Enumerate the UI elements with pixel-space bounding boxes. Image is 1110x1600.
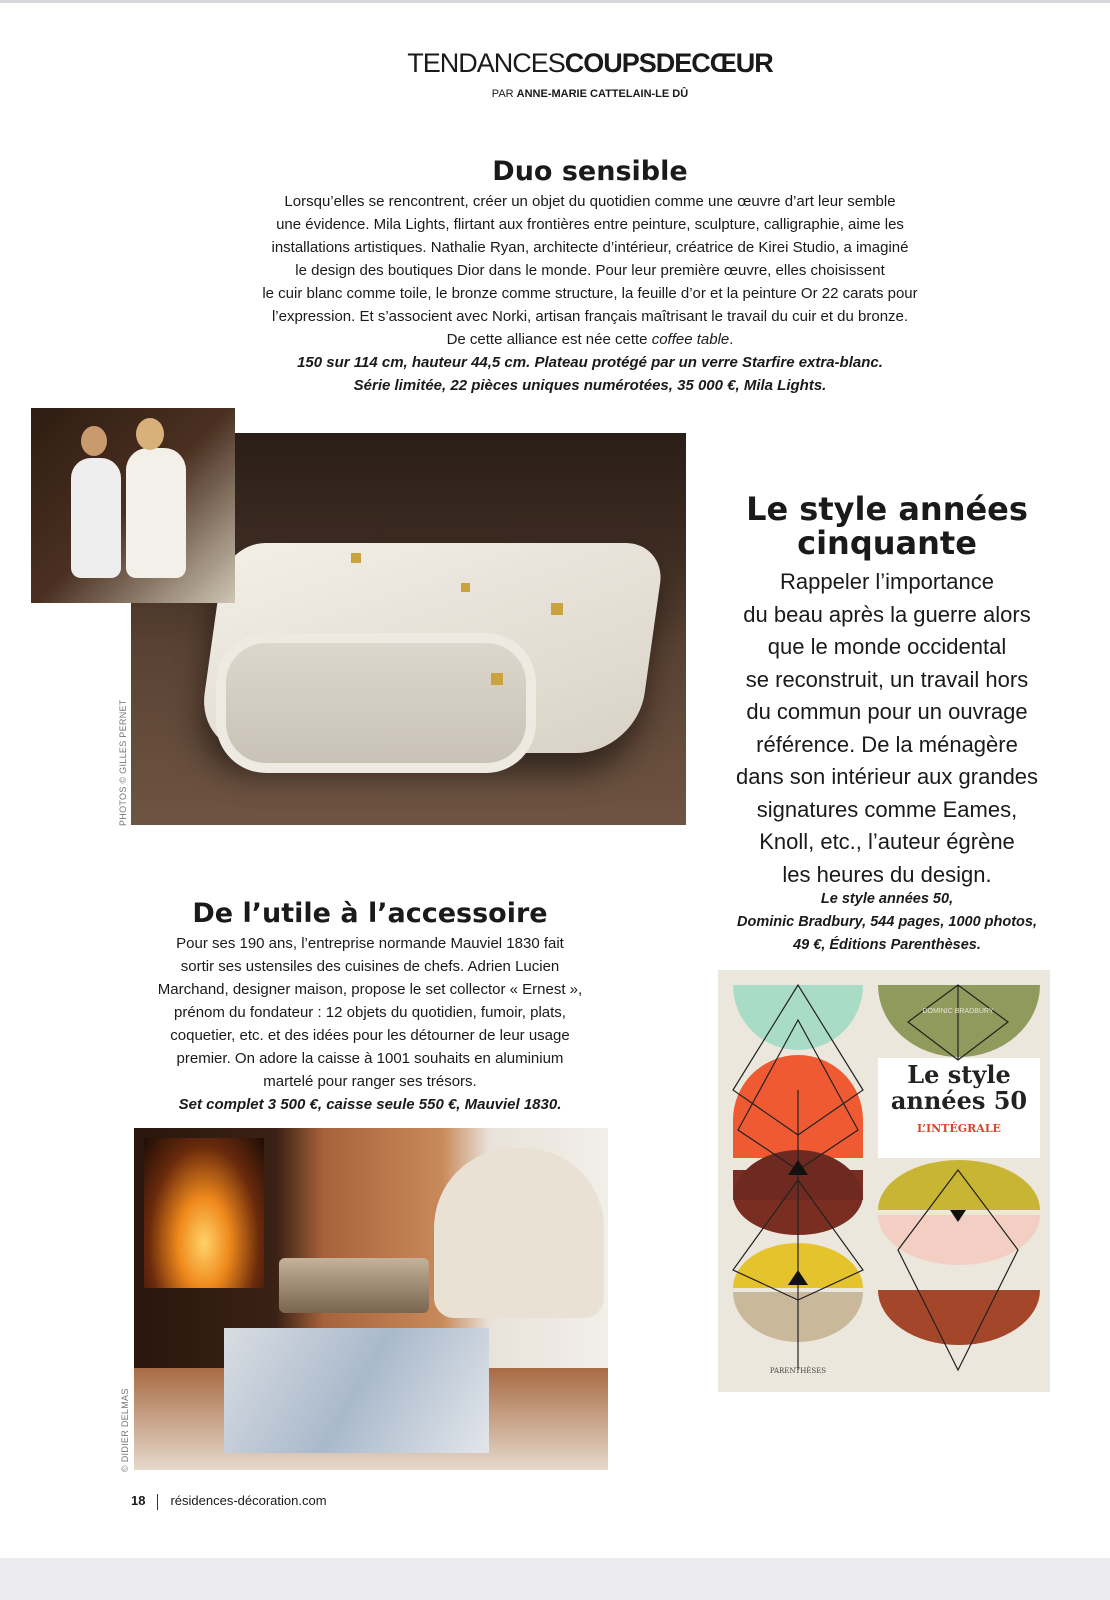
body-line: du commun pour un ouvrage (746, 699, 1028, 724)
book-cover (718, 970, 1050, 1392)
body-line: du beau après la guerre alors (743, 601, 1031, 627)
body-line: se reconstruit, un travail hors (745, 666, 1029, 692)
book-cover-art (718, 970, 1050, 1392)
product-details: 150 sur 114 cm, hauteur 44,5 cm. Plateau protégé par un verre Starfire extra-blanc. (297, 354, 883, 371)
body-line (190, 328, 990, 351)
body-line: le cuir blanc comme toile, le bronze comme structure, la feuille d’or et la peinture Or 22 carats pour (262, 285, 918, 302)
section-label: TENDANCES (407, 48, 565, 78)
body-line: le design des boutiques Dior dans le monde. Pour leur première œuvre, elles choisissent (295, 262, 885, 279)
section-title: COUPSDECŒUR (564, 48, 773, 78)
body-line: coquetier, etc. et des idées pour les détourner de leur usage (170, 1027, 570, 1044)
body-line: référence. De la ménagère (756, 731, 1018, 757)
body-text: . (729, 331, 734, 348)
article-title-style-annees-50: Le style années cinquante (746, 490, 1028, 562)
body-italic: coffee table (651, 331, 730, 348)
body-line: installations artistiques. Nathalie Ryan, architecte d’intérieur, créatrice de Kirei Studio, a imaginé (271, 239, 909, 256)
bottom-border (0, 1558, 1110, 1600)
body-line: les heures du design. (782, 861, 992, 887)
body-line: l’expression. Et s’associent avec Norki, artisan français maîtrisant le travail du cuir et du bronze. (271, 308, 909, 325)
caption-line: 49 €, Éditions Parenthèses. (793, 937, 981, 953)
byline-author: ANNE-MARIE CATTELAIN-LE DÛ (516, 88, 689, 100)
aluminium-box-photo (134, 1128, 608, 1470)
photo-credit: © DIDIER DELMAS (120, 1388, 130, 1472)
footer-divider (157, 1494, 158, 1510)
book-title-line: années 50 (890, 1086, 1028, 1115)
book-title (878, 1062, 1040, 1114)
body-line: que le monde occidental (767, 634, 1007, 659)
article-title-utile-accessoire: De l’utile à l’accessoire (192, 898, 548, 929)
product-details: Série limitée, 22 pièces uniques numérotées, 35 000 €, Mila Lights. (353, 377, 827, 394)
byline (0, 88, 1110, 100)
article-body-duo-sensible (190, 190, 990, 397)
body-line: prénom du fondateur : 12 objets du quotidien, fumoir, plats, (174, 1004, 566, 1021)
page-footer (131, 1493, 327, 1510)
top-border (0, 0, 1110, 3)
body-line: Rappeler l’importance (780, 569, 994, 594)
body-line: Marchand, designer maison, propose le set collector « Ernest », (157, 981, 583, 998)
caption-line: Dominic Bradbury, 544 pages, 1000 photos, (736, 914, 1038, 930)
body-line: Pour ses 190 ans, l’entreprise normande Mauviel 1830 fait (176, 935, 564, 952)
article-title-duo-sensible: Duo sensible (492, 156, 688, 187)
book-title-line: Le style (907, 1060, 1011, 1089)
book-caption (712, 888, 1062, 957)
body-line: signatures comme Eames, (756, 796, 1018, 822)
page-number: 18 (131, 1493, 146, 1508)
body-line: dans son intérieur aux grandes (735, 764, 1039, 789)
product-details: Set complet 3 500 €, caisse seule 550 €, Mauviel 1830. (178, 1096, 562, 1113)
photo-credit: PHOTOS © GILLES PERNET (118, 699, 128, 826)
body-line: sortir ses ustensiles des cuisines de chefs. Adrien Lucien (180, 958, 560, 975)
body-line: une évidence. Mila Lights, flirtant aux frontières entre peinture, sculpture, calligraphie, aime les (276, 216, 904, 233)
designers-portrait-photo (31, 408, 235, 603)
section-header (0, 48, 1110, 79)
book-publisher: PARENTHÈSES (769, 1367, 827, 1375)
body-text: De cette alliance est née cette (446, 331, 652, 348)
article-body-utile-accessoire (130, 932, 610, 1116)
body-line: Knoll, etc., l’auteur égrène (759, 829, 1015, 854)
byline-prefix: PAR (491, 88, 514, 100)
article-body-style-annees-50 (712, 566, 1062, 891)
book-subtitle: L’INTÉGRALE (917, 1122, 1001, 1135)
body-line: Lorsqu’elles se rencontrent, créer un objet du quotidien comme une œuvre d’art leur semble (284, 193, 896, 210)
body-line: martelé pour ranger ses trésors. (263, 1073, 477, 1090)
body-line: premier. On adore la caisse à 1001 souhaits en aluminium (176, 1050, 564, 1067)
footer-website: résidences-décoration.com (170, 1493, 327, 1508)
caption-line: Le style années 50, (820, 891, 954, 907)
book-author: DOMINIC BRADBURY (922, 1008, 994, 1015)
